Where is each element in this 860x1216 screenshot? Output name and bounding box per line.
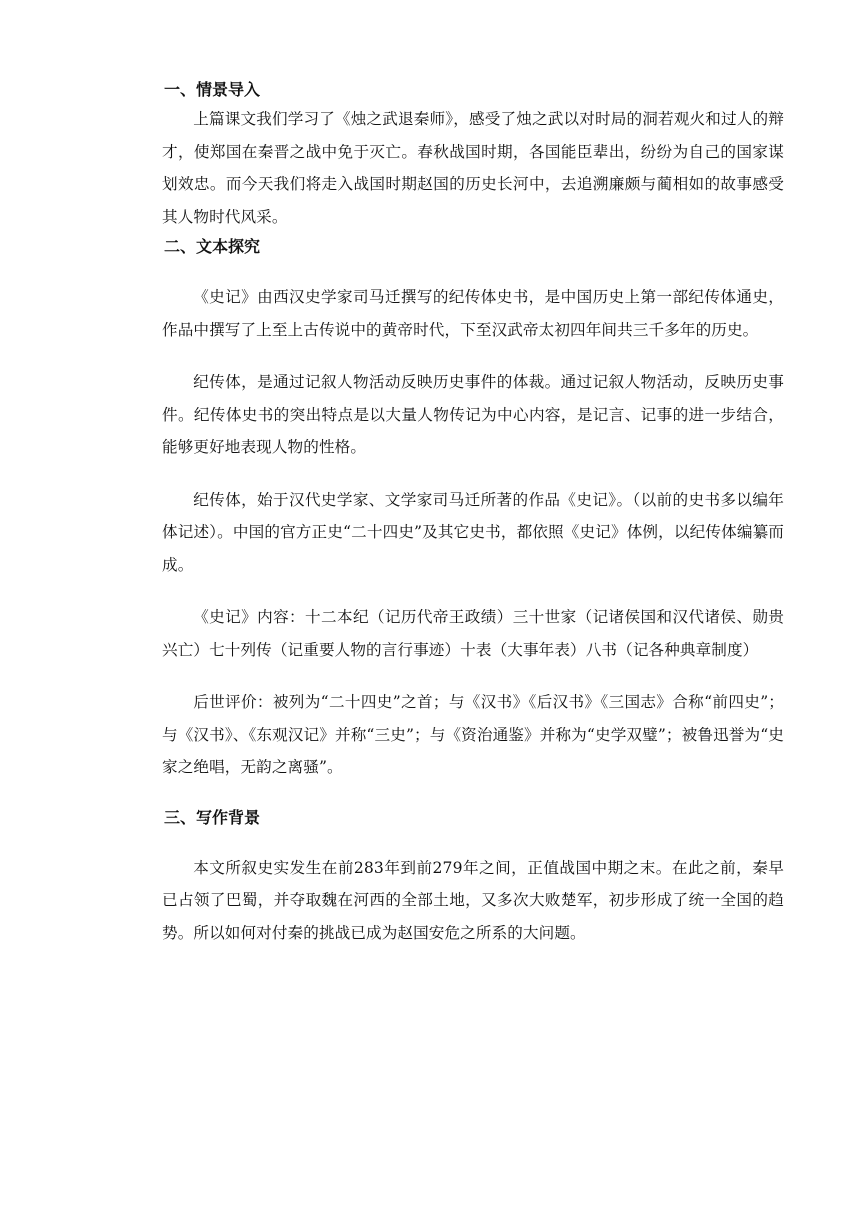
- paragraph-jizhuan-origin: 纪传体，始于汉代史学家、文学家司马迁所著的作品《史记》。（以前的史书多以编年体记述）。中国的官方正史“二十四史”及其它史书，都依照《史记》体例，以纪传体编纂而成。: [162, 490, 784, 574]
- document-page: [162, 78, 784, 949]
- section-heading-background: 三、写作背景: [164, 807, 261, 827]
- paragraph-shiji-overview: 《史记》由西汉史学家司马迁撰写的纪传体史书，是中国历史上第一部纪传体通史，作品中撰写了上至上古传说中的黄帝时代，下至汉武帝太初四年间共三千多年的历史。: [162, 288, 784, 339]
- paragraph-background: 本文所叙史实发生在前283年到前279年之间，正值战国中期之末。在此之前，秦早已占领了巴蜀，并夺取魏在河西的全部土地，又多次大败楚军，初步形成了统一全国的趋势。所以如何对付秦的挑战已成为赵国安危之所系的大问题。: [162, 858, 784, 942]
- section-heading-intro: 一、情景导入: [164, 80, 261, 99]
- paragraph-jizhuan-definition: 纪传体，是通过记叙人物活动反映历史事件的体裁。通过记叙人物活动，反映历史事件。纪传体史书的突出特点是以大量人物传记为中心内容，是记言、记事的进一步结合，能够更好地表现人物的性格。: [162, 373, 784, 456]
- paragraph-intro: 上篇课文我们学习了《烛之武退秦师》，感受了烛之武以对时局的洞若观火和过人的辩才，使郑国在秦晋之战中免于灭亡。春秋战国时期，各国能臣辈出，纷纷为自己的国家谋划效忠。而今天我们将走入战国时期赵国的历史长河中，去追溯廉颇与蔺相如的故事感受其人物时代风采。: [162, 110, 784, 226]
- paragraph-shiji-content: 《史记》内容：十二本纪（记历代帝王政绩）三十世家（记诸侯国和汉代诸侯、勋贵兴亡）七十列传（记重要人物的言行事迹）十表（大事年表）八书（记各种典章制度）: [162, 608, 784, 659]
- section-heading-text-study: 二、文本探究: [164, 237, 261, 256]
- paragraph-later-evaluation: 后世评价：被列为“二十四史”之首；与《汉书》《后汉书》《三国志》合称“前四史”；与《汉书》、《东观汉记》并称“三史”；与《资治通鉴》并称为“史学双璧”；被鲁迅誉为“史家之绝唱，无韵之离骚”。: [162, 693, 784, 776]
